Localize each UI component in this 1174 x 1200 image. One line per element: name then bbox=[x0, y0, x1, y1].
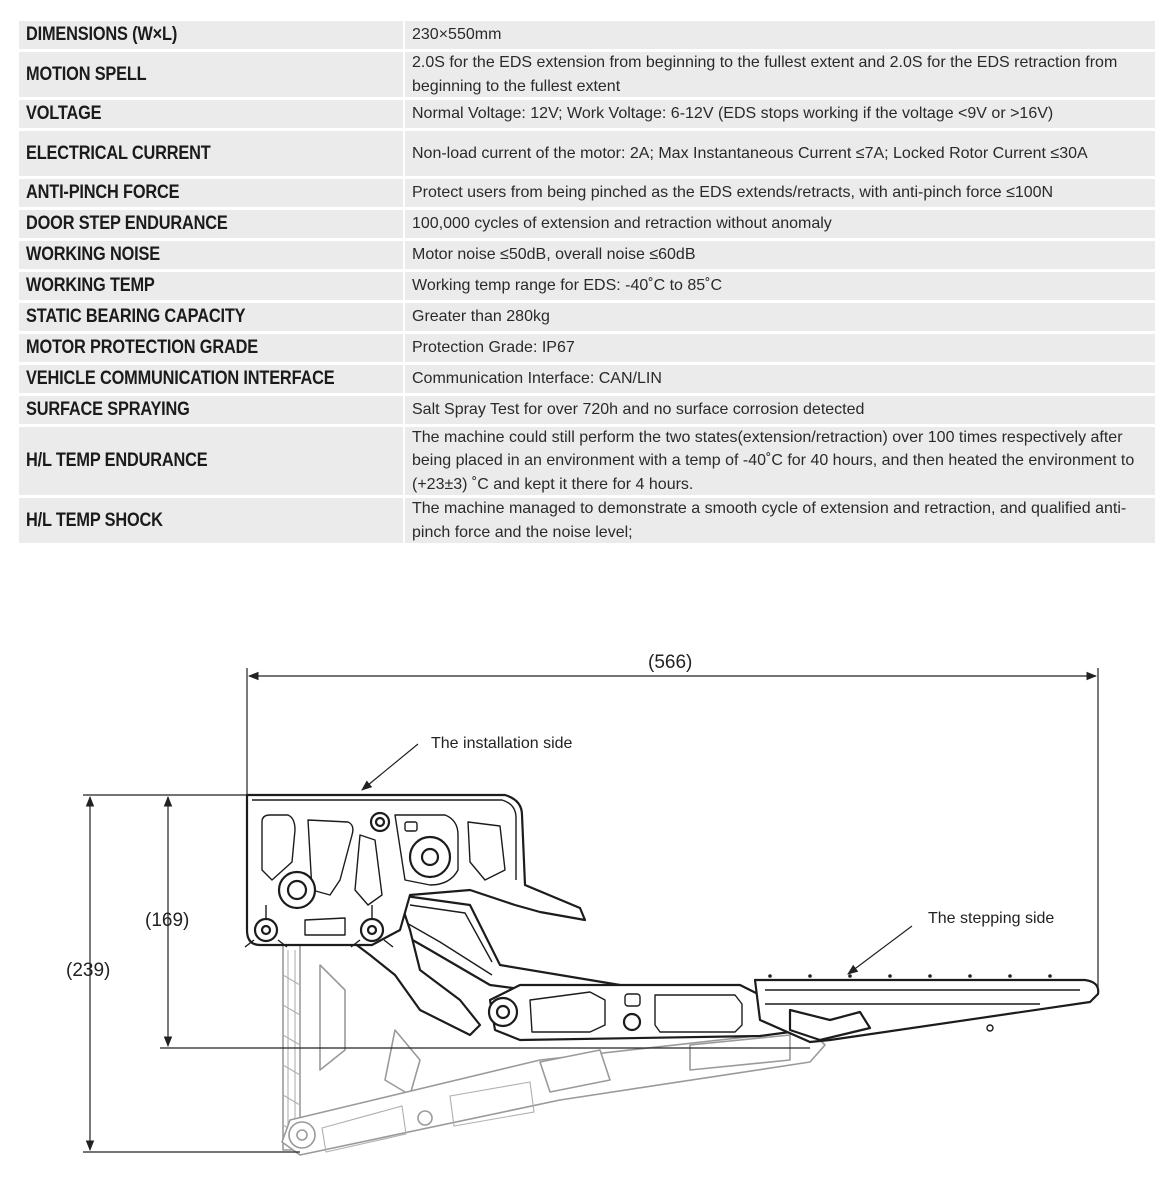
spec-value: Salt Spray Test for over 720h and no surface corrosion detected bbox=[405, 396, 1155, 424]
technical-drawing bbox=[0, 570, 1174, 1200]
spec-value: Protection Grade: IP67 bbox=[405, 334, 1155, 362]
spec-row-hl-temp-shock bbox=[19, 498, 1155, 543]
spec-value: The machine managed to demonstrate a smooth cycle of extension and retraction, and qualified anti-pinch force and the noise level; bbox=[405, 498, 1155, 543]
spec-label: DOOR STEP ENDURANCE bbox=[19, 210, 403, 238]
spec-value: Protect users from being pinched as the EDS extends/retracts, with anti-pinch force ≤100N bbox=[405, 179, 1155, 207]
spec-value: Working temp range for EDS: -40˚C to 85˚C bbox=[405, 272, 1155, 300]
spec-label: H/L TEMP ENDURANCE bbox=[19, 427, 403, 495]
spec-row-working-noise bbox=[19, 241, 1155, 269]
spec-value: The machine could still perform the two states(extension/retraction) over 100 times respectively after being placed in an environment with a temp of -40˚C for 40 hours, and then heated the environment to (+23±3) ˚C and kept it there for 4 hours. bbox=[405, 427, 1155, 495]
spec-value: 230×550mm bbox=[405, 21, 1155, 49]
spec-label: MOTION SPELL bbox=[19, 52, 403, 97]
spec-row-electrical-current bbox=[19, 131, 1155, 176]
spec-value: 2.0S for the EDS extension from beginning to the fullest extent and 2.0S for the EDS retraction from beginning to the fullest extent bbox=[405, 52, 1155, 97]
spec-value: Communication Interface: CAN/LIN bbox=[405, 365, 1155, 393]
spec-label: STATIC BEARING CAPACITY bbox=[19, 303, 403, 331]
dim-height-inner-label: (169) bbox=[145, 910, 190, 931]
spec-value: Motor noise ≤50dB, overall noise ≤60dB bbox=[405, 241, 1155, 269]
spec-value: Non-load current of the motor: 2A; Max Instantaneous Current ≤7A; Locked Rotor Current ≤30A bbox=[405, 131, 1155, 176]
spec-table bbox=[19, 21, 1155, 543]
installation-side-label: The installation side bbox=[431, 735, 573, 752]
spec-row-anti-pinch-force bbox=[19, 179, 1155, 207]
dim-height-outer-label: (239) bbox=[66, 960, 111, 981]
spec-value: Normal Voltage: 12V; Work Voltage: 6-12V (EDS stops working if the voltage <9V or >16V) bbox=[405, 100, 1155, 128]
spec-label: MOTOR PROTECTION GRADE bbox=[19, 334, 403, 362]
installation-leader bbox=[362, 744, 418, 790]
spec-row-motion-spell bbox=[19, 52, 1155, 97]
spec-label: ELECTRICAL CURRENT bbox=[19, 131, 403, 176]
spec-row-hl-temp-endurance bbox=[19, 427, 1155, 495]
spec-row-surface-spraying bbox=[19, 396, 1155, 424]
spec-label: ANTI-PINCH FORCE bbox=[19, 179, 403, 207]
spec-row-door-step-endurance bbox=[19, 210, 1155, 238]
spec-label: WORKING TEMP bbox=[19, 272, 403, 300]
spec-label: H/L TEMP SHOCK bbox=[19, 498, 403, 543]
stepping-side-label: The stepping side bbox=[928, 910, 1055, 927]
spec-label: WORKING NOISE bbox=[19, 241, 403, 269]
spec-label: SURFACE SPRAYING bbox=[19, 396, 403, 424]
spec-label: DIMENSIONS (W×L) bbox=[19, 21, 403, 49]
spec-row-working-temp bbox=[19, 272, 1155, 300]
spec-row-motor-protection-grade bbox=[19, 334, 1155, 362]
spec-row-static-bearing-capacity bbox=[19, 303, 1155, 331]
stepping-leader bbox=[848, 926, 912, 974]
spec-row-dimensions bbox=[19, 21, 1155, 49]
spec-label: VOLTAGE bbox=[19, 100, 403, 128]
spec-value: 100,000 cycles of extension and retraction without anomaly bbox=[405, 210, 1155, 238]
step-plate bbox=[755, 974, 1098, 1042]
dim-length-label: (566) bbox=[648, 652, 693, 673]
spec-label: VEHICLE COMMUNICATION INTERFACE bbox=[19, 365, 403, 393]
spec-row-voltage bbox=[19, 100, 1155, 128]
spec-value: Greater than 280kg bbox=[405, 303, 1155, 331]
spec-row-vehicle-communication-interface bbox=[19, 365, 1155, 393]
